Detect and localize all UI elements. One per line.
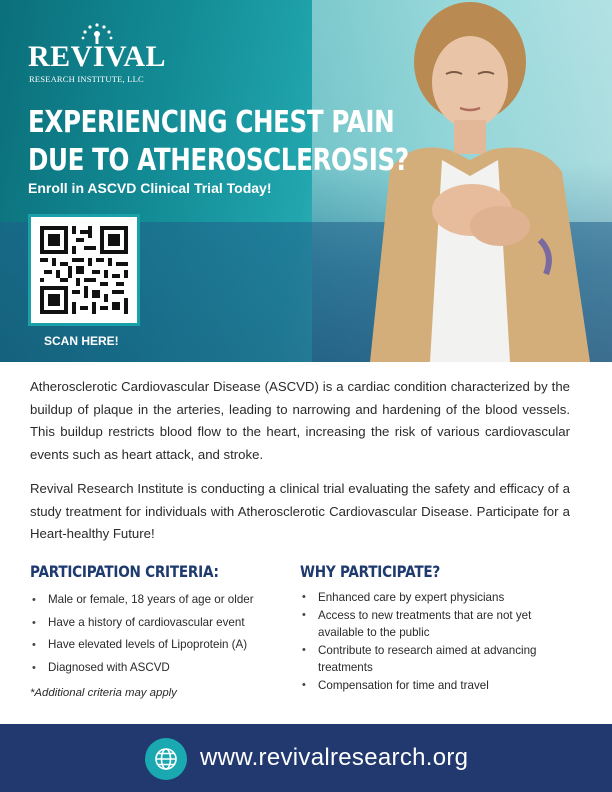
list-item: • Have elevated levels of Lipoprotein (A) (32, 638, 248, 651)
trial-paragraph: Revival Research Institute is conducting a clinical trial evaluating the safety and efficacy of a study treatment for individuals with Atherosclerotic Cardiovascular Disease. Participate for a Heart-healthy Future! (30, 481, 570, 542)
footer-bar (0, 724, 612, 792)
criteria-list (30, 589, 280, 679)
enroll-tagline: Enroll in ASCVD Clinical Trial Today! (28, 180, 272, 196)
headline (28, 104, 409, 180)
intro-paragraph: Atherosclerotic Cardiovascular Disease (ASCVD) is a cardiac condition characterized by the buildup of plaque in the arteries, leading to narrowing and hardening of the blood vessels. This buildup restricts blood flow to the heart, increasing the risk of various cardiovascular events such as heart attack, and stroke. (30, 379, 570, 462)
list-item: • Diagnosed with ASCVD (32, 660, 170, 674)
criteria-heading: PARTICIPATION CRITERIA: (30, 562, 219, 581)
headline-line-1: EXPERIENCING CHEST PAIN (28, 105, 395, 140)
hero-banner (0, 0, 612, 362)
list-item: • Access to new treatments that are not yet available to the public (302, 608, 532, 639)
scan-here-label: SCAN HERE! (44, 334, 119, 348)
list-item: • Enhanced care by expert physicians (302, 591, 505, 604)
why-heading: WHY PARTICIPATE? (300, 562, 441, 581)
revival-logo (28, 22, 166, 84)
why-list (300, 589, 580, 694)
list-item: • Compensation for time and travel (302, 678, 489, 692)
headline-line-2: DUE TO ATHEROSCLEROSIS? (28, 143, 409, 178)
criteria-note: *Additional criteria may apply (30, 687, 177, 699)
why-participate (300, 562, 580, 694)
list-item: • Have a history of cardiovascular event (32, 615, 245, 629)
qr-code[interactable] (28, 214, 140, 326)
woman-chest-pain-photo (350, 0, 612, 362)
website-link[interactable]: www.revivalresearch.org (200, 744, 469, 771)
list-item: • Contribute to research aimed at advancing treatments (302, 643, 537, 674)
participation-criteria (30, 562, 280, 699)
logo-brand: REVIVAL (28, 40, 166, 73)
logo-subtitle: RESEARCH INSTITUTE, LLC (29, 74, 144, 84)
globe-icon (145, 738, 187, 780)
list-item: • Male or female, 18 years of age or older (32, 593, 254, 606)
qr-code-icon (40, 226, 128, 314)
